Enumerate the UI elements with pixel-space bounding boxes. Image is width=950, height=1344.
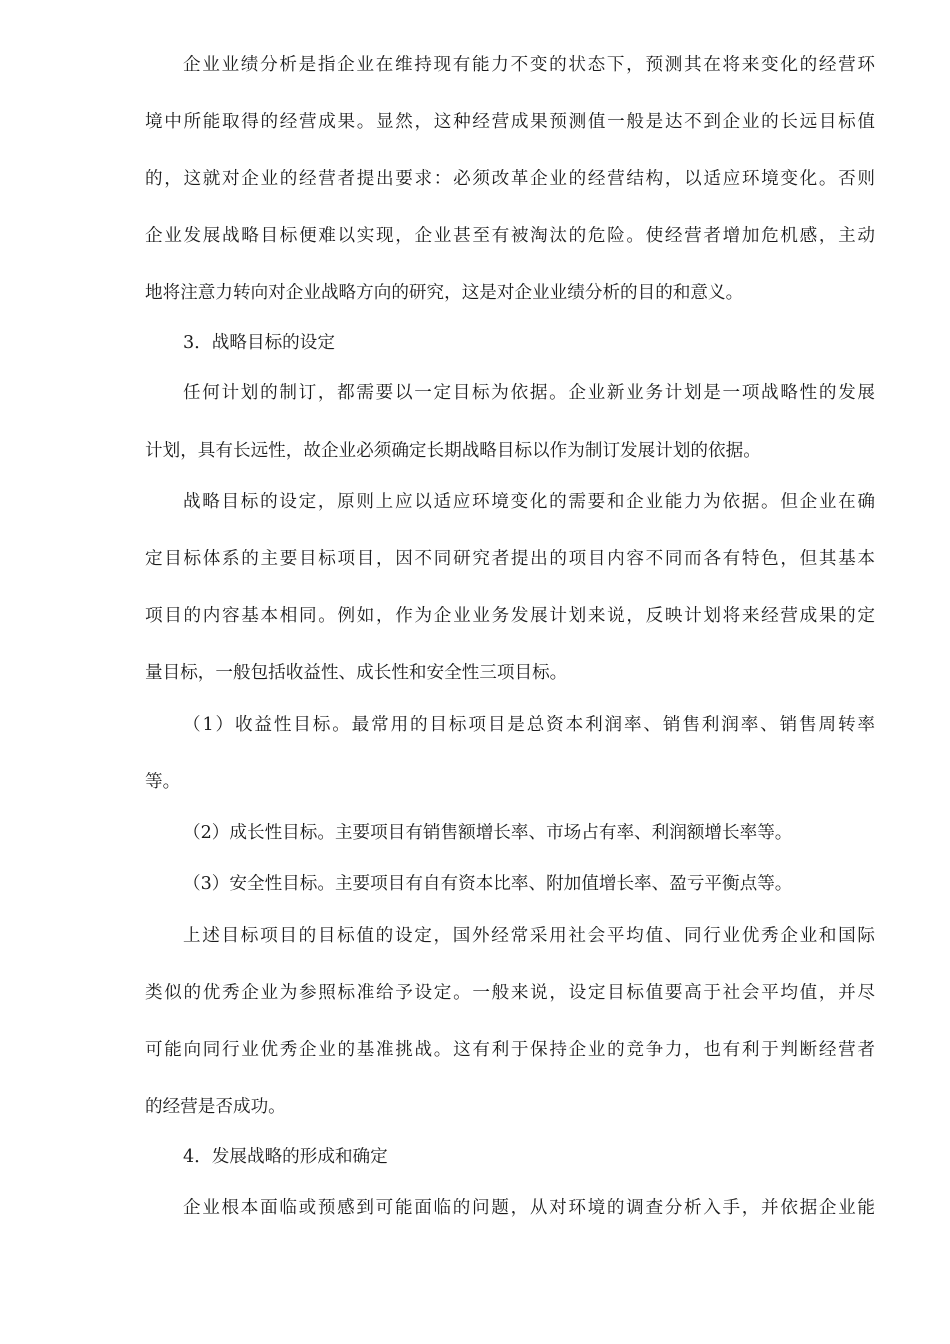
text-line: 定目标体系的主要目标项目，因不同研究者提出的项目内容不同而各有特色，但其基本 — [145, 549, 875, 569]
text-line: 量目标，一般包括收益性、成长性和安全性三项目标。 — [145, 663, 568, 683]
text-line: 境中所能取得的经营成果。显然，这种经营成果预测值一般是达不到企业的长远目标值 — [145, 112, 875, 132]
section-heading: 3．战略目标的设定 — [183, 333, 335, 353]
text-line: 计划，具有长远性，故企业必须确定长期战略目标以作为制订发展计划的依据。 — [145, 441, 761, 461]
text-line: 项目的内容基本相同。例如，作为企业业务发展计划来说，反映计划将来经营成果的定 — [145, 606, 875, 626]
text-line: 的，这就对企业的经营者提出要求：必须改革企业的经营结构，以适应环境变化。否则 — [145, 169, 875, 189]
text-line: 等。 — [145, 772, 181, 792]
text-line: 上述目标项目的目标值的设定，国外经常采用社会平均值、同行业优秀企业和国际 — [183, 926, 875, 946]
list-item: （3）安全性目标。主要项目有自有资本比率、附加值增长率、盈亏平衡点等。 — [183, 874, 793, 894]
text-line: 地将注意力转向对企业战略方向的研究，这是对企业业绩分析的目的和意义。 — [145, 283, 744, 303]
text-line: 企业发展战略目标便难以实现，企业甚至有被淘汰的危险。使经营者增加危机感，主动 — [145, 226, 875, 246]
text-line: 任何计划的制订，都需要以一定目标为依据。企业新业务计划是一项战略性的发展 — [183, 383, 875, 403]
list-item: （2）成长性目标。主要项目有销售额增长率、市场占有率、利润额增长率等。 — [183, 823, 793, 843]
text-line: 战略目标的设定，原则上应以适应环境变化的需要和企业能力为依据。但企业在确 — [183, 492, 875, 512]
text-line: 企业根本面临或预感到可能面临的问题，从对环境的调查分析入手，并依据企业能 — [183, 1198, 875, 1218]
text-line: 企业业绩分析是指企业在维持现有能力不变的状态下，预测其在将来变化的经营环 — [183, 55, 875, 75]
text-line: 类似的优秀企业为参照标准给予设定。一般来说，设定目标值要高于社会平均值，并尽 — [145, 983, 875, 1003]
section-heading: 4．发展战略的形成和确定 — [183, 1147, 388, 1167]
text-line: 可能向同行业优秀企业的基准挑战。这有利于保持企业的竞争力，也有利于判断经营者 — [145, 1040, 875, 1060]
text-line: 的经营是否成功。 — [145, 1097, 286, 1117]
list-item: （1）收益性目标。最常用的目标项目是总资本利润率、销售利润率、销售周转率 — [183, 715, 875, 735]
